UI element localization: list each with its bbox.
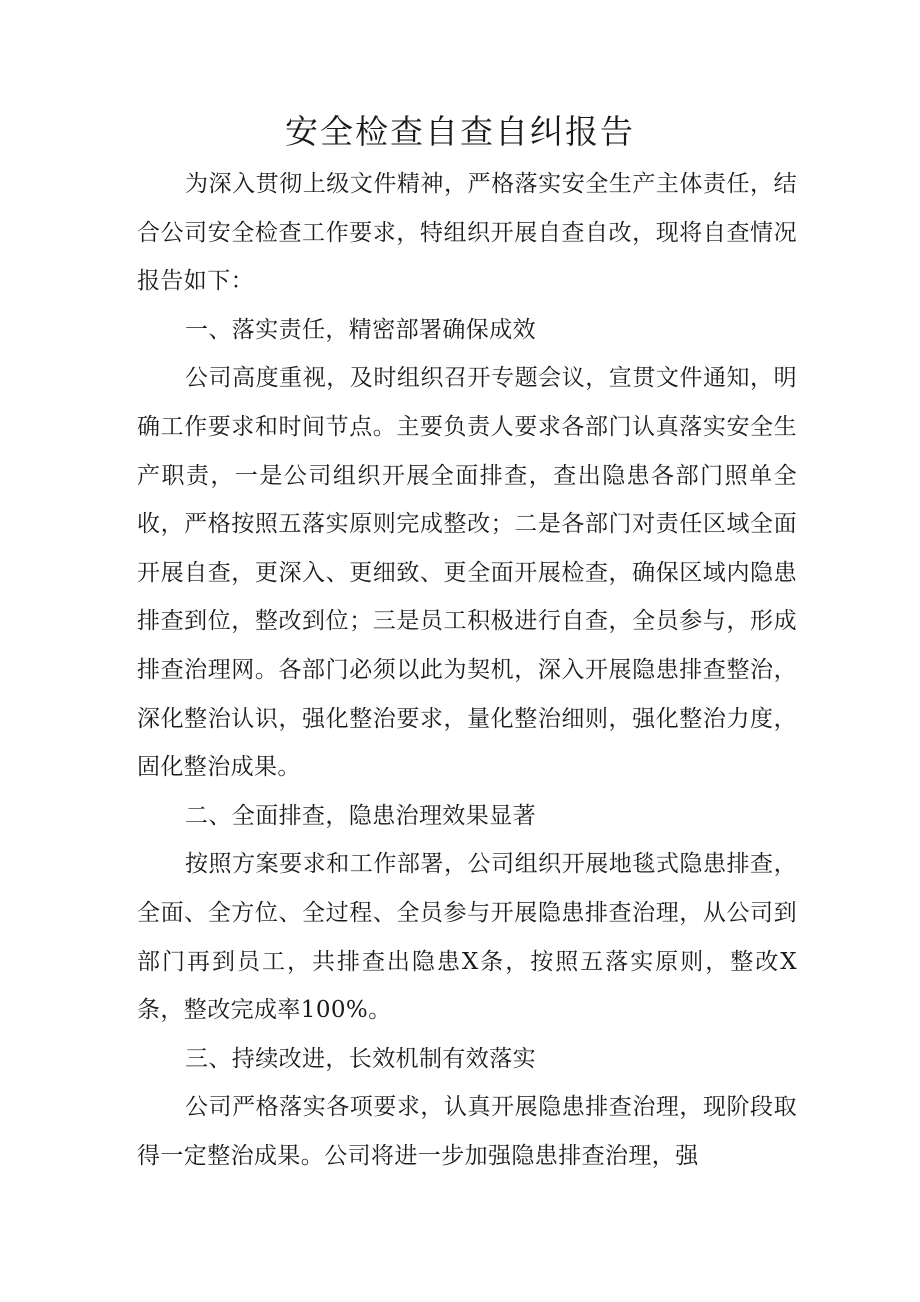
- document-body: [137, 160, 797, 1180]
- section-paragraph-2: 按照方案要求和工作部署，公司组织开展地毯式隐患排查，全面、全方位、全过程、全员参与开展隐患排查治理，从公司到部门再到员工，共排查出隐患X条，按照五落实原则，整改X条，整改完成率100%。: [137, 851, 797, 1024]
- section-paragraph-1: 公司高度重视，及时组织召开专题会议，宣贯文件通知，明确工作要求和时间节点。主要负责人要求各部门认真落实安全生产职责，一是公司组织开展全面排查，查出隐患各部门照单全收，严格按照五落实原则完成整改；二是各部门对责任区域全面开展自查，更深入、更细致、更全面开展检查，确保区域内隐患排查到位，整改到位；三是员工积极进行自查，全员参与，形成排查治理网。各部门必须以此为契机，深入开展隐患排查整治，深化整治认识，强化整治要求，量化整治细则，强化整治力度，固化整治成果。: [137, 365, 797, 781]
- section-heading-1: 一、落实责任，精密部署确保成效: [185, 316, 536, 343]
- section-paragraph-3: 公司严格落实各项要求，认真开展隐患排查治理，现阶段取得一定整治成果。公司将进一步加强隐患排查治理，强: [137, 1094, 797, 1169]
- document-title: 安全检查自查自纠报告: [285, 112, 635, 151]
- section-heading-3: 三、持续改进，长效机制有效落实: [185, 1045, 536, 1072]
- section-heading-2: 二、全面排查，隐患治理效果显著: [185, 802, 536, 829]
- intro-paragraph: 为深入贯彻上级文件精神，严格落实安全生产主体责任，结合公司安全检查工作要求，特组织开展自查自改，现将自查情况报告如下：: [137, 171, 797, 295]
